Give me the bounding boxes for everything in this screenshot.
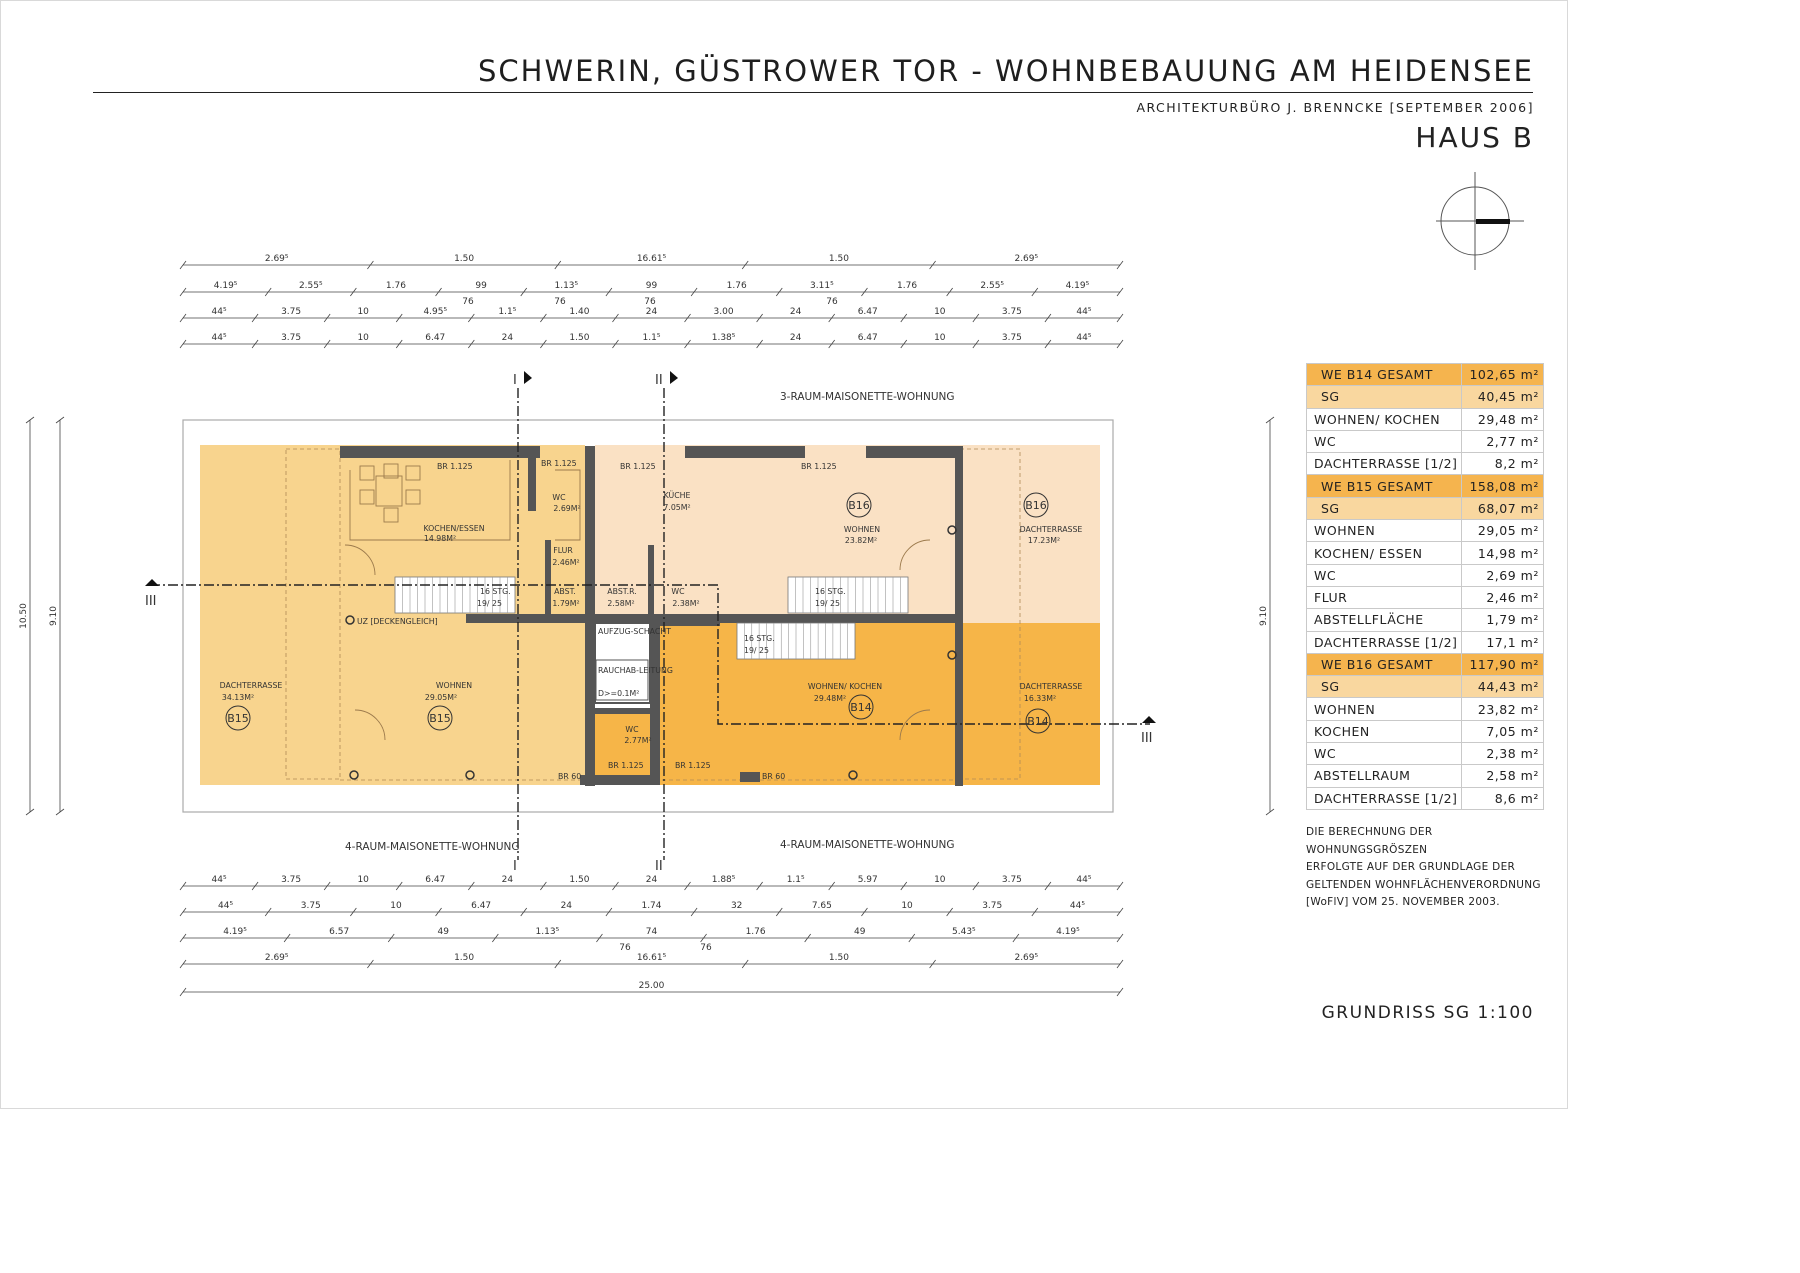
area-label: ABSTELLFLÄCHE xyxy=(1307,609,1462,631)
area-row xyxy=(1307,743,1544,765)
area-label: DACHTERRASSE [1/2] xyxy=(1307,631,1462,653)
dimension-value: 1.76 xyxy=(726,281,747,291)
dimension-value: 1.1⁵ xyxy=(786,875,805,885)
br-label: BR 60 xyxy=(762,772,786,781)
area-row xyxy=(1307,586,1544,608)
unit-label-bottom-left: 4-RAUM-MAISONETTE-WOHNUNG xyxy=(345,841,520,853)
area-label: DACHTERRASSE [1/2] xyxy=(1307,787,1462,809)
room-name: WOHNEN/ KOCHEN xyxy=(807,682,883,691)
room-area: 7.05M² xyxy=(663,503,691,512)
area-row xyxy=(1307,497,1544,519)
dimension-value: 49 xyxy=(853,927,866,937)
footnote-line: DIE BERECHNUNG DER WOHNUNGSGRÖSZEN xyxy=(1306,826,1433,856)
room-name: WC xyxy=(671,587,685,596)
area-value: 17,1 m² xyxy=(1462,631,1543,653)
unit-label-bottom-right: 4-RAUM-MAISONETTE-WOHNUNG xyxy=(780,839,955,851)
room-name: ABST. xyxy=(554,587,576,596)
dimension-value: 24 xyxy=(501,875,514,885)
dimension-value: 1.50 xyxy=(454,254,475,264)
area-value: 2,58 m² xyxy=(1462,765,1543,787)
room-area: 2.77M² xyxy=(624,736,652,745)
north-arrow-icon xyxy=(1428,172,1528,272)
dimension-value: 10 xyxy=(390,901,402,911)
dimension-value: 1.1⁵ xyxy=(498,307,517,317)
dimension-value: 76 xyxy=(619,943,631,953)
area-value: 8,2 m² xyxy=(1462,453,1543,475)
area-value: 29,05 m² xyxy=(1462,520,1543,542)
dimension-value: 1.88⁵ xyxy=(711,875,736,885)
area-label: WC xyxy=(1307,564,1462,586)
area-row xyxy=(1307,698,1544,720)
zone-b14-wc xyxy=(595,708,657,785)
dimension-value: 3.75 xyxy=(1001,307,1022,317)
dimension-value: 2.69⁵ xyxy=(1014,254,1039,264)
area-value: 8,6 m² xyxy=(1462,787,1543,809)
dimension-value: 1.13⁵ xyxy=(554,281,579,291)
area-value: 2,77 m² xyxy=(1462,430,1543,452)
br-label: BR 1.125 xyxy=(608,761,644,770)
dimension-value: 3.75 xyxy=(1001,333,1022,343)
wall-ab2-v xyxy=(648,545,654,615)
wall-top-right xyxy=(685,446,805,458)
wall-right-v xyxy=(955,446,963,786)
area-label: SG xyxy=(1307,497,1462,519)
dimension-value: 9.10 xyxy=(1259,605,1269,627)
area-row xyxy=(1307,520,1544,542)
br-label: BR 60 xyxy=(558,772,582,781)
dimension-value: 24 xyxy=(560,901,573,911)
dimension-value: 76 xyxy=(700,943,712,953)
area-row xyxy=(1307,453,1544,475)
room-area: 34.13M² xyxy=(221,693,255,702)
br-label: BR 1.125 xyxy=(437,462,473,471)
area-value: 14,98 m² xyxy=(1462,542,1543,564)
room-name: ABST.R. xyxy=(607,587,637,596)
area-table xyxy=(1306,363,1544,810)
zone-b15-terrace xyxy=(200,445,340,785)
room-area: 17.23M² xyxy=(1027,536,1061,545)
dimension-value: 3.75 xyxy=(281,333,302,343)
dimension-value: 32 xyxy=(730,901,743,911)
dimension-value: 24 xyxy=(789,333,802,343)
area-value: 7,05 m² xyxy=(1462,720,1543,742)
area-value: 1,79 m² xyxy=(1462,609,1543,631)
dimension-value: 44⁵ xyxy=(218,901,234,911)
dimension-value: 1.50 xyxy=(828,254,849,264)
rauch-d-label: D>=0.1M² xyxy=(598,689,640,698)
area-row xyxy=(1307,631,1544,653)
dimension-value: 44⁵ xyxy=(211,875,227,885)
dimension-value: 10 xyxy=(901,901,913,911)
footnote-line: [WoFlV] VOM 25. NOVEMBER 2003. xyxy=(1306,896,1500,908)
area-label: KOCHEN/ ESSEN xyxy=(1307,542,1462,564)
wall-wc14-h xyxy=(595,708,657,714)
area-row xyxy=(1307,386,1544,408)
dimension-value: 44⁵ xyxy=(1076,307,1092,317)
dimension-value: 10 xyxy=(357,333,369,343)
dimension-value: 1.50 xyxy=(454,953,475,963)
room-name: KÜCHE xyxy=(663,491,691,500)
area-label: WOHNEN xyxy=(1307,520,1462,542)
dimension-value: 6.47 xyxy=(471,901,492,911)
room-area: 29.05M² xyxy=(424,693,458,702)
dimension-value: 4.19⁵ xyxy=(213,281,238,291)
wall-b14-h xyxy=(660,618,720,626)
dimension-value: 1.13⁵ xyxy=(535,927,560,937)
project-title: SCHWERIN, GÜSTROWER TOR - WOHNBEBAUUNG AM HEIDENSEE xyxy=(478,54,1534,88)
dimension-value: 10 xyxy=(934,307,946,317)
dimension-value: 3.00 xyxy=(713,307,734,317)
wall-top-left xyxy=(340,446,540,458)
dimension-value: 2.69⁵ xyxy=(264,254,289,264)
area-value: 158,08 m² xyxy=(1462,475,1543,497)
dimension-value: 44⁵ xyxy=(1069,901,1085,911)
area-row xyxy=(1307,720,1544,742)
area-label: WE B15 GESAMT xyxy=(1307,475,1462,497)
area-row xyxy=(1307,609,1544,631)
dimension-value: 1.1⁵ xyxy=(642,333,661,343)
dimension-value: 1.74 xyxy=(641,901,662,911)
stairs-label: 16 STG. xyxy=(815,587,846,596)
room-area: 2.46M² xyxy=(552,558,580,567)
dimension-value: 2.55⁵ xyxy=(298,281,323,291)
area-label: SG xyxy=(1307,386,1462,408)
zone-b16-terrace xyxy=(960,445,1100,623)
floor-plan xyxy=(0,240,1300,1010)
area-label: WOHNEN xyxy=(1307,698,1462,720)
unit-tag-b14: B14 xyxy=(850,701,872,714)
wall-core-v2 xyxy=(650,615,660,785)
section-mark-2-top: II xyxy=(655,373,663,388)
dimension-value: 10 xyxy=(357,307,369,317)
wall-core-v1 xyxy=(585,446,595,786)
dimension-value: 76 xyxy=(826,297,838,307)
dimension-value: 44⁵ xyxy=(1076,875,1092,885)
br-label: BR 1.125 xyxy=(801,462,837,471)
area-value: 102,65 m² xyxy=(1462,364,1543,386)
section-mark-1-top: I xyxy=(513,373,517,388)
title-rule xyxy=(93,92,1533,93)
dimension-value: 49 xyxy=(437,927,450,937)
room-name: WOHNEN xyxy=(435,681,473,690)
zone-b14-terrace xyxy=(960,623,1100,785)
dimension-value: 99 xyxy=(475,281,487,291)
dimension-value: 2.69⁵ xyxy=(1014,953,1039,963)
dimension-value: 6.47 xyxy=(857,333,878,343)
dimension-value: 7.65 xyxy=(811,901,832,911)
area-value: 2,38 m² xyxy=(1462,743,1543,765)
dimension-value: 4.19⁵ xyxy=(223,927,247,937)
area-label: KOCHEN xyxy=(1307,720,1462,742)
area-label: WOHNEN/ KOCHEN xyxy=(1307,408,1462,430)
dimension-value: 3.75 xyxy=(281,307,302,317)
area-value: 68,07 m² xyxy=(1462,497,1543,519)
dimension-value: 10 xyxy=(357,875,369,885)
dimension-value: 16.61⁵ xyxy=(636,953,667,963)
dimension-value: 1.40 xyxy=(569,307,590,317)
room-name: WOHNEN xyxy=(843,525,881,534)
unit-tag-b15: B15 xyxy=(227,712,249,725)
area-label: SG xyxy=(1307,676,1462,698)
area-row xyxy=(1307,787,1544,809)
dimension-value: 3.75 xyxy=(300,901,321,911)
room-name: FLUR xyxy=(553,546,573,555)
room-name: WC xyxy=(552,493,566,502)
wall-top-right2 xyxy=(866,446,960,458)
dimension-value: 6.57 xyxy=(329,927,350,937)
area-value: 29,48 m² xyxy=(1462,408,1543,430)
area-value: 117,90 m² xyxy=(1462,653,1543,675)
dimension-value: 1.50 xyxy=(828,953,849,963)
room-area: 2.58M² xyxy=(607,599,635,608)
dimension-value: 1.50 xyxy=(569,875,590,885)
br-label: BR 1.125 xyxy=(541,459,577,468)
dimension-value: 99 xyxy=(645,281,658,291)
area-row xyxy=(1307,542,1544,564)
unit-tag-b16: B16 xyxy=(1025,499,1047,512)
aufzug-label: AUFZUG-SCHACHT xyxy=(598,627,671,636)
rauch-label: RAUCHAB-LEITUNG xyxy=(598,666,673,675)
dimension-value: 10 xyxy=(934,875,946,885)
area-row xyxy=(1307,475,1544,497)
wall-bottom-r xyxy=(740,772,760,782)
area-row xyxy=(1307,676,1544,698)
room-area: 16.33M² xyxy=(1023,694,1057,703)
dimension-value: 44⁵ xyxy=(1076,333,1092,343)
dimension-value: 3.75 xyxy=(1001,875,1022,885)
dimension-value: 6.47 xyxy=(857,307,878,317)
room-name: DACHTERRASSE xyxy=(219,681,283,690)
dimension-value: 6.47 xyxy=(425,333,446,343)
dimension-value: 44⁵ xyxy=(211,307,227,317)
dimension-value: 9.10 xyxy=(49,605,59,627)
wall-ab-v xyxy=(545,540,551,620)
dimension-value: 4.19⁵ xyxy=(1056,927,1080,937)
dimension-value: 1.76 xyxy=(897,281,918,291)
dimension-value: 76 xyxy=(462,297,474,307)
dimension-value: 3.75 xyxy=(982,901,1003,911)
area-row xyxy=(1307,408,1544,430)
area-row xyxy=(1307,653,1544,675)
room-name: DACHTERRASSE xyxy=(1019,682,1083,691)
dimension-value: 2.69⁵ xyxy=(264,953,289,963)
architect-subtitle: ARCHITEKTURBÜRO J. BRENNCKE [SEPTEMBER 2006] xyxy=(1136,100,1534,115)
dimension-value: 3.11⁵ xyxy=(810,281,834,291)
dimension-value: 2.55⁵ xyxy=(980,281,1005,291)
dimension-value: 3.75 xyxy=(281,875,302,885)
area-value: 40,45 m² xyxy=(1462,386,1543,408)
area-row xyxy=(1307,430,1544,452)
area-row xyxy=(1307,765,1544,787)
dimension-value: 4.95⁵ xyxy=(423,307,448,317)
dimension-value: 1.76 xyxy=(385,281,406,291)
room-area: 29.48M² xyxy=(813,694,847,703)
dimension-value: 10 xyxy=(934,333,946,343)
dimension-value: 24 xyxy=(645,307,658,317)
dimension-value: 16.61⁵ xyxy=(636,254,667,264)
dimension-value: 76 xyxy=(644,297,656,307)
dimension-value: 76 xyxy=(554,297,566,307)
dimension-value: 24 xyxy=(789,307,802,317)
section-mark-3-right: III xyxy=(1141,731,1153,746)
area-value: 2,46 m² xyxy=(1462,586,1543,608)
unit-label-top: 3-RAUM-MAISONETTE-WOHNUNG xyxy=(780,391,955,403)
area-label: FLUR xyxy=(1307,586,1462,608)
br-label: BR 1.125 xyxy=(620,462,656,471)
area-value: 23,82 m² xyxy=(1462,698,1543,720)
section-mark-3-left: III xyxy=(145,594,157,609)
area-value: 44,43 m² xyxy=(1462,676,1543,698)
section-mark-2-bottom: II xyxy=(655,859,663,874)
wall-bottom-l xyxy=(580,775,660,785)
room-area: 2.38M² xyxy=(672,599,700,608)
area-label: WE B14 GESAMT xyxy=(1307,364,1462,386)
room-area: 2.69M² xyxy=(553,504,581,513)
dimension-value: 24 xyxy=(645,875,658,885)
unit-tag-b16: B16 xyxy=(848,499,870,512)
area-label: WC xyxy=(1307,430,1462,452)
area-value: 2,69 m² xyxy=(1462,564,1543,586)
area-label: ABSTELLRAUM xyxy=(1307,765,1462,787)
footnote-line: GELTENDEN WOHNFLÄCHENVERORDNUNG xyxy=(1306,878,1541,891)
dimension-value: 24 xyxy=(501,333,514,343)
dimension-value: 6.47 xyxy=(425,875,446,885)
room-name: KOCHEN/ESSEN xyxy=(423,524,485,533)
area-label: WC xyxy=(1307,743,1462,765)
room-name: DACHTERRASSE xyxy=(1019,525,1083,534)
dimension-value: 1.76 xyxy=(745,927,766,937)
unit-tag-b14: B14 xyxy=(1027,715,1049,728)
area-label: DACHTERRASSE [1/2] xyxy=(1307,453,1462,475)
footnote-line: ERFOLGTE AUF DER GRUNDLAGE DER xyxy=(1306,861,1516,873)
wall-wc-v xyxy=(528,446,536,511)
br-label: BR 1.125 xyxy=(675,761,711,770)
stairs-label: 16 STG. xyxy=(744,634,775,643)
dimension-value: 44⁵ xyxy=(211,333,227,343)
dimension-value: 5.97 xyxy=(857,875,878,885)
scale-label: GRUNDRISS SG 1:100 xyxy=(1321,1003,1534,1023)
area-footnote xyxy=(1306,824,1546,912)
stairs-label: 19/ 25 xyxy=(477,599,502,608)
dimension-value: 5.43⁵ xyxy=(952,927,976,937)
room-area: 23.82M² xyxy=(844,536,878,545)
room-area: 14.98M² xyxy=(423,534,457,543)
stairs-label: 19/ 25 xyxy=(815,599,840,608)
dimension-value: 10.50 xyxy=(19,603,29,629)
unit-tag-b15: B15 xyxy=(429,712,451,725)
building-label: HAUS B xyxy=(1415,121,1534,154)
dimension-value: 1.38⁵ xyxy=(711,333,736,343)
room-name: WC xyxy=(625,725,639,734)
dimension-value: 74 xyxy=(645,927,658,937)
area-row xyxy=(1307,564,1544,586)
area-row xyxy=(1307,364,1544,386)
stairs-label: 19/ 25 xyxy=(744,646,769,655)
uz-label: UZ [DECKENGLEICH] xyxy=(357,617,438,626)
dimension-value: 1.50 xyxy=(569,333,590,343)
dimension-value: 4.19⁵ xyxy=(1065,281,1090,291)
room-area: 1.79M² xyxy=(552,599,580,608)
area-label: WE B16 GESAMT xyxy=(1307,653,1462,675)
stairs-label: 16 STG. xyxy=(480,587,511,596)
dimension-value: 25.00 xyxy=(638,981,665,991)
section-mark-1-bottom: I xyxy=(513,859,517,874)
